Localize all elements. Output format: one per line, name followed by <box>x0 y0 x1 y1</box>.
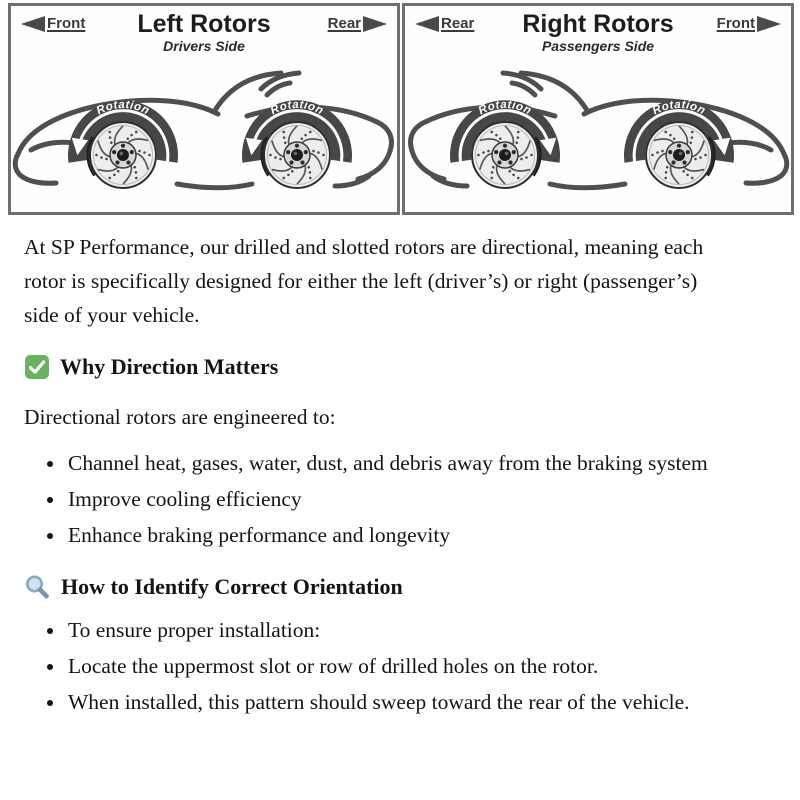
svg-text:Rotation: Rotation <box>650 98 708 118</box>
orientation-steps-list <box>24 613 716 719</box>
list-item: • Enhance braking performance and longevity <box>66 518 716 552</box>
arrow-left-icon <box>21 16 45 32</box>
heading-text: Why Direction Matters <box>60 354 279 379</box>
svg-text:Rotation: Rotation <box>268 98 326 118</box>
section-lead: Directional rotors are engineered to: <box>24 405 336 429</box>
arrow-right-icon <box>363 16 387 32</box>
check-mark-icon <box>24 354 50 380</box>
panel-subtitle: Drivers Side <box>163 38 245 54</box>
arrow-left-icon <box>415 16 439 32</box>
front-direction-indicator <box>717 15 781 32</box>
list-item: • Improve cooling efficiency <box>66 482 716 516</box>
direction-label: Front <box>716 15 755 32</box>
direction-label: Rear <box>441 15 475 32</box>
intro-paragraph: At SP Performance, our drilled and slotted rotors are directional, meaning each rotor is specifically designed for either the left (driver’s) or right (passenger’s) side of your vehicle. <box>24 235 704 327</box>
direction-label: Rear <box>327 15 361 32</box>
front-direction-indicator <box>21 15 85 32</box>
benefits-list <box>24 446 716 552</box>
list-item: • When installed, this pattern should sweep toward the rear of the vehicle. <box>66 685 716 719</box>
magnifying-glass-icon <box>24 574 51 601</box>
left-panel-header <box>11 6 397 58</box>
right-car-illustration <box>405 58 791 210</box>
rotor-direction-diagram <box>8 3 794 215</box>
rear-direction-indicator <box>415 15 474 32</box>
left-car-illustration <box>11 58 397 210</box>
heading-text: How to Identify Correct Orientation <box>61 574 403 599</box>
panel-title: Left Rotors <box>137 10 271 38</box>
svg-text:Rotation: Rotation <box>94 98 152 118</box>
list-item: • To ensure proper installation: <box>66 613 716 647</box>
arrow-right-icon <box>757 16 781 32</box>
left-rotors-panel <box>8 3 400 215</box>
panel-subtitle: Passengers Side <box>541 38 655 54</box>
list-item: • Channel heat, gases, water, dust, and debris away from the braking system <box>66 446 716 480</box>
right-rotors-panel <box>402 3 794 215</box>
svg-text:Rotation: Rotation <box>476 98 534 118</box>
list-item: • Locate the uppermost slot or row of drilled holes on the rotor. <box>66 649 716 683</box>
section-heading-identify-orientation <box>24 573 776 601</box>
right-panel-header <box>405 6 791 58</box>
rear-direction-indicator <box>328 15 387 32</box>
panel-title: Right Rotors <box>522 10 674 38</box>
direction-label: Front <box>47 15 86 32</box>
section-heading-why-direction-matters <box>24 353 776 381</box>
